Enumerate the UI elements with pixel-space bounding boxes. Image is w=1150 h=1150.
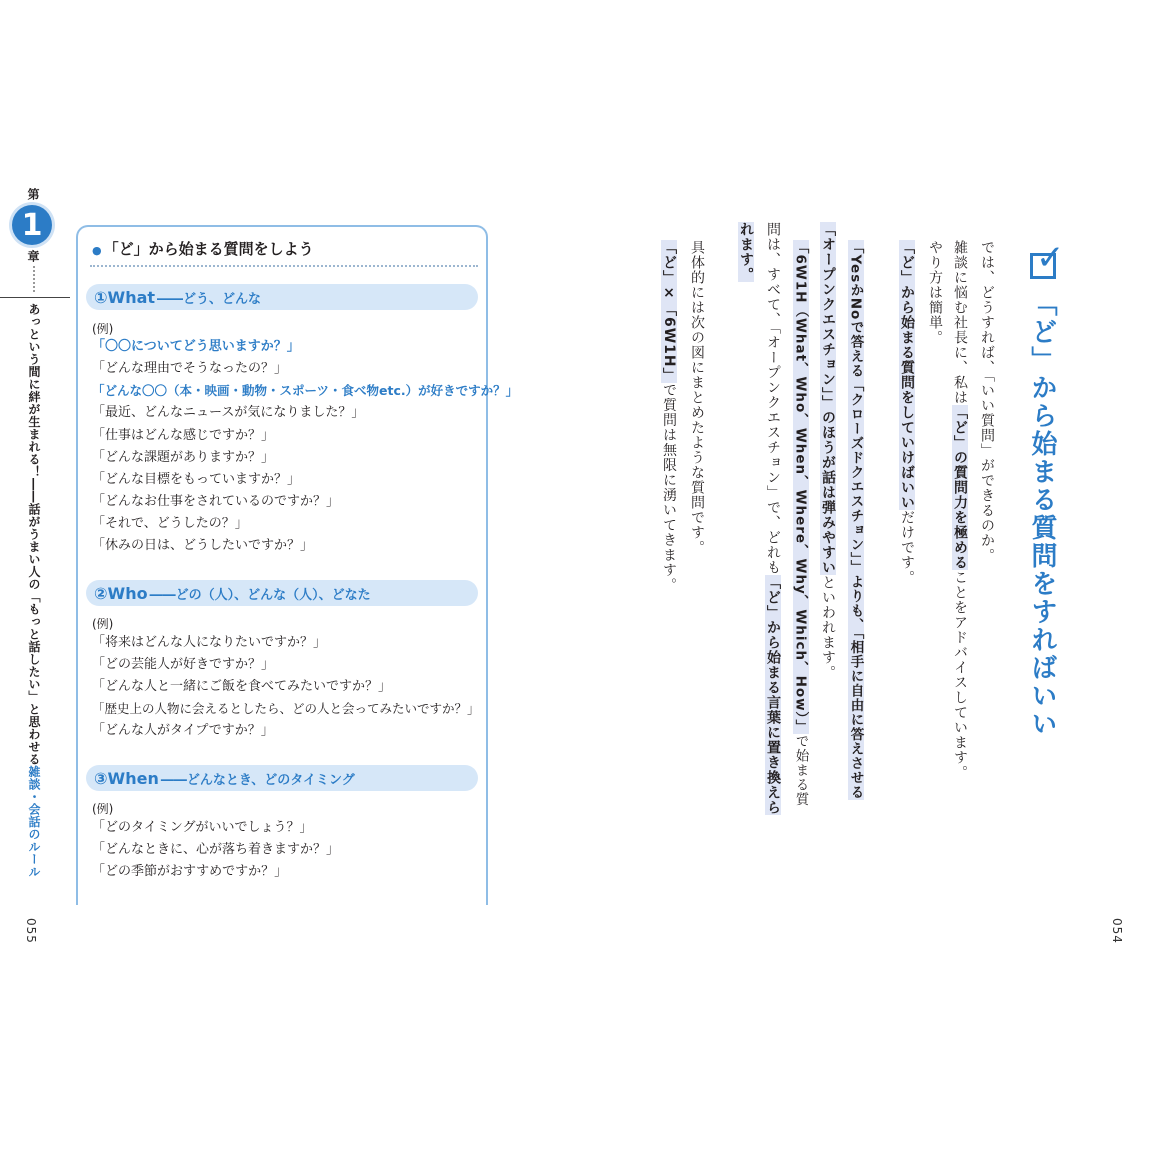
- running-title: [26, 303, 43, 878]
- body-text-bold: れます。: [738, 222, 754, 282]
- example-line: 「どんな目標をもっていますか？」: [92, 472, 301, 487]
- body-text: 具体的には次の図にまとめたような質問です。: [689, 240, 705, 555]
- body-column-5: [848, 240, 862, 800]
- body-text: やり方は簡単。: [927, 240, 943, 345]
- body-text-bold: 「オープンクエスチョン」」のほうが話は弾みやすい: [820, 222, 836, 575]
- example-line: 「将来はどんな人になりたいですか？」: [92, 635, 327, 650]
- section-head-sub: ――どの（人）、どんな（人）、どなた: [149, 587, 371, 603]
- body-column-7: [793, 240, 807, 806]
- body-column-9: [739, 222, 753, 282]
- example-line: 「どんな人がタイプですか？」: [92, 723, 274, 738]
- bullet-icon: ●: [92, 244, 102, 257]
- section-head-when: [86, 765, 478, 791]
- body-text-bold: 「ど」の質問力を極める: [952, 405, 968, 570]
- example-line: 「どの季節がおすすめですか？」: [92, 864, 288, 879]
- section-head-sub: ――どんなとき、どのタイミング: [160, 772, 355, 788]
- section-heading: 「ど」から始まる質問をすればいい: [1027, 290, 1057, 738]
- body-text: 問は、すべて、「オープンクエスチョン」で、どれも: [765, 222, 781, 575]
- example-line: 「どの芸能人が好きですか？」: [92, 657, 275, 672]
- example-line: 「〇〇についてどう思いますか？」: [92, 339, 300, 354]
- example-line: 「どんなお仕事をされているのですか？」: [92, 494, 340, 509]
- chapter-number-badge: 1: [12, 205, 52, 245]
- check-mark-icon: ✓: [1036, 238, 1065, 278]
- body-column-1: [980, 240, 994, 563]
- chapter-label: 章: [26, 250, 40, 262]
- box-title-divider: [90, 265, 478, 267]
- section-head-what: [86, 284, 478, 310]
- example-line: 「どんな〇〇（本・映画・動物・スポーツ・食べ物etc.）が好きですか？」: [92, 383, 519, 398]
- example-line: 「どんな理由でそうなったの？」: [92, 361, 288, 376]
- running-title-accent: 雑談・会話のルール: [27, 765, 41, 878]
- body-text-bold: 「ど」×「6W1H」: [661, 240, 677, 383]
- page-number-right: 054: [1110, 918, 1124, 944]
- section-head-label: ①What: [94, 287, 156, 307]
- chapter-divider: [33, 266, 35, 292]
- example-line: 「どんな人と一緒にご飯を食べてみたいですか？」: [92, 679, 392, 694]
- section-head-sub: ――どう、どんな: [157, 291, 262, 307]
- body-text: で始まる質: [792, 733, 809, 807]
- body-text: だけです。: [899, 510, 915, 585]
- sidebar-rule: [0, 297, 70, 298]
- running-title-main: あっという間に絆が生まれる！――話がうまい人の「もっと話したい」と思わせる: [27, 303, 41, 766]
- body-text-bold: 「ど」から始まる質問をしていけばいい: [899, 240, 915, 510]
- body-column-11: [662, 240, 676, 593]
- example-label: (例): [92, 617, 114, 631]
- page-number-left: 055: [24, 918, 38, 944]
- example-line: 「最近、どんなニュースが気になりました？」: [92, 405, 365, 420]
- body-column-4: [900, 240, 914, 585]
- body-text: で質問は無限に湧いてきます。: [661, 382, 677, 593]
- example-line: 「どのタイミングがいいでしょう？」: [92, 820, 313, 835]
- example-line: 「どんな課題がありますか？」: [92, 450, 275, 465]
- section-head-label: ②Who: [94, 583, 148, 603]
- box-title-text: 「ど」から始まる質問をしよう: [103, 240, 314, 258]
- example-label: (例): [92, 322, 114, 336]
- example-line: 「休みの日は、どうしたいですか？」: [92, 538, 314, 553]
- box-title: [92, 238, 314, 259]
- question-examples-box: [76, 225, 488, 905]
- body-text-bold: 「ど」から始まる言葉に置き換えら: [765, 575, 781, 815]
- example-line: 「どんなときに、心が落ち着きますか？」: [92, 842, 340, 857]
- example-line: 「仕事はどんな感じですか？」: [92, 428, 275, 443]
- section-head-who: [86, 580, 478, 606]
- body-column-8: [766, 222, 780, 815]
- chapter-mark: 第: [26, 188, 40, 200]
- body-text: といわれます。: [820, 575, 836, 680]
- example-label: (例): [92, 802, 114, 816]
- example-line: 「歴史上の人物に会えるとしたら、どの人と会ってみたいですか？」: [92, 701, 480, 716]
- body-text: では、どうすれば、「いい質問」ができるのか。: [979, 240, 995, 563]
- body-column-2: [953, 240, 967, 780]
- body-text: ことをアドバイスしています。: [952, 570, 968, 780]
- section-head-label: ③When: [94, 768, 159, 788]
- body-column-3: [928, 240, 942, 345]
- body-text: 雑談に悩む社長に、私は: [952, 240, 968, 405]
- body-column-10: [690, 240, 704, 555]
- example-line: 「それで、どうしたの？」: [92, 516, 248, 531]
- body-text-bold: 「YesかNoで答える「クローズドクエスチョン」」よりも、「相手に自由に答えさせる: [847, 240, 864, 800]
- body-column-6: [821, 222, 835, 680]
- body-text-bold: 「6W1H（What、Who、When、Where、Why、Which、How）」: [792, 240, 809, 734]
